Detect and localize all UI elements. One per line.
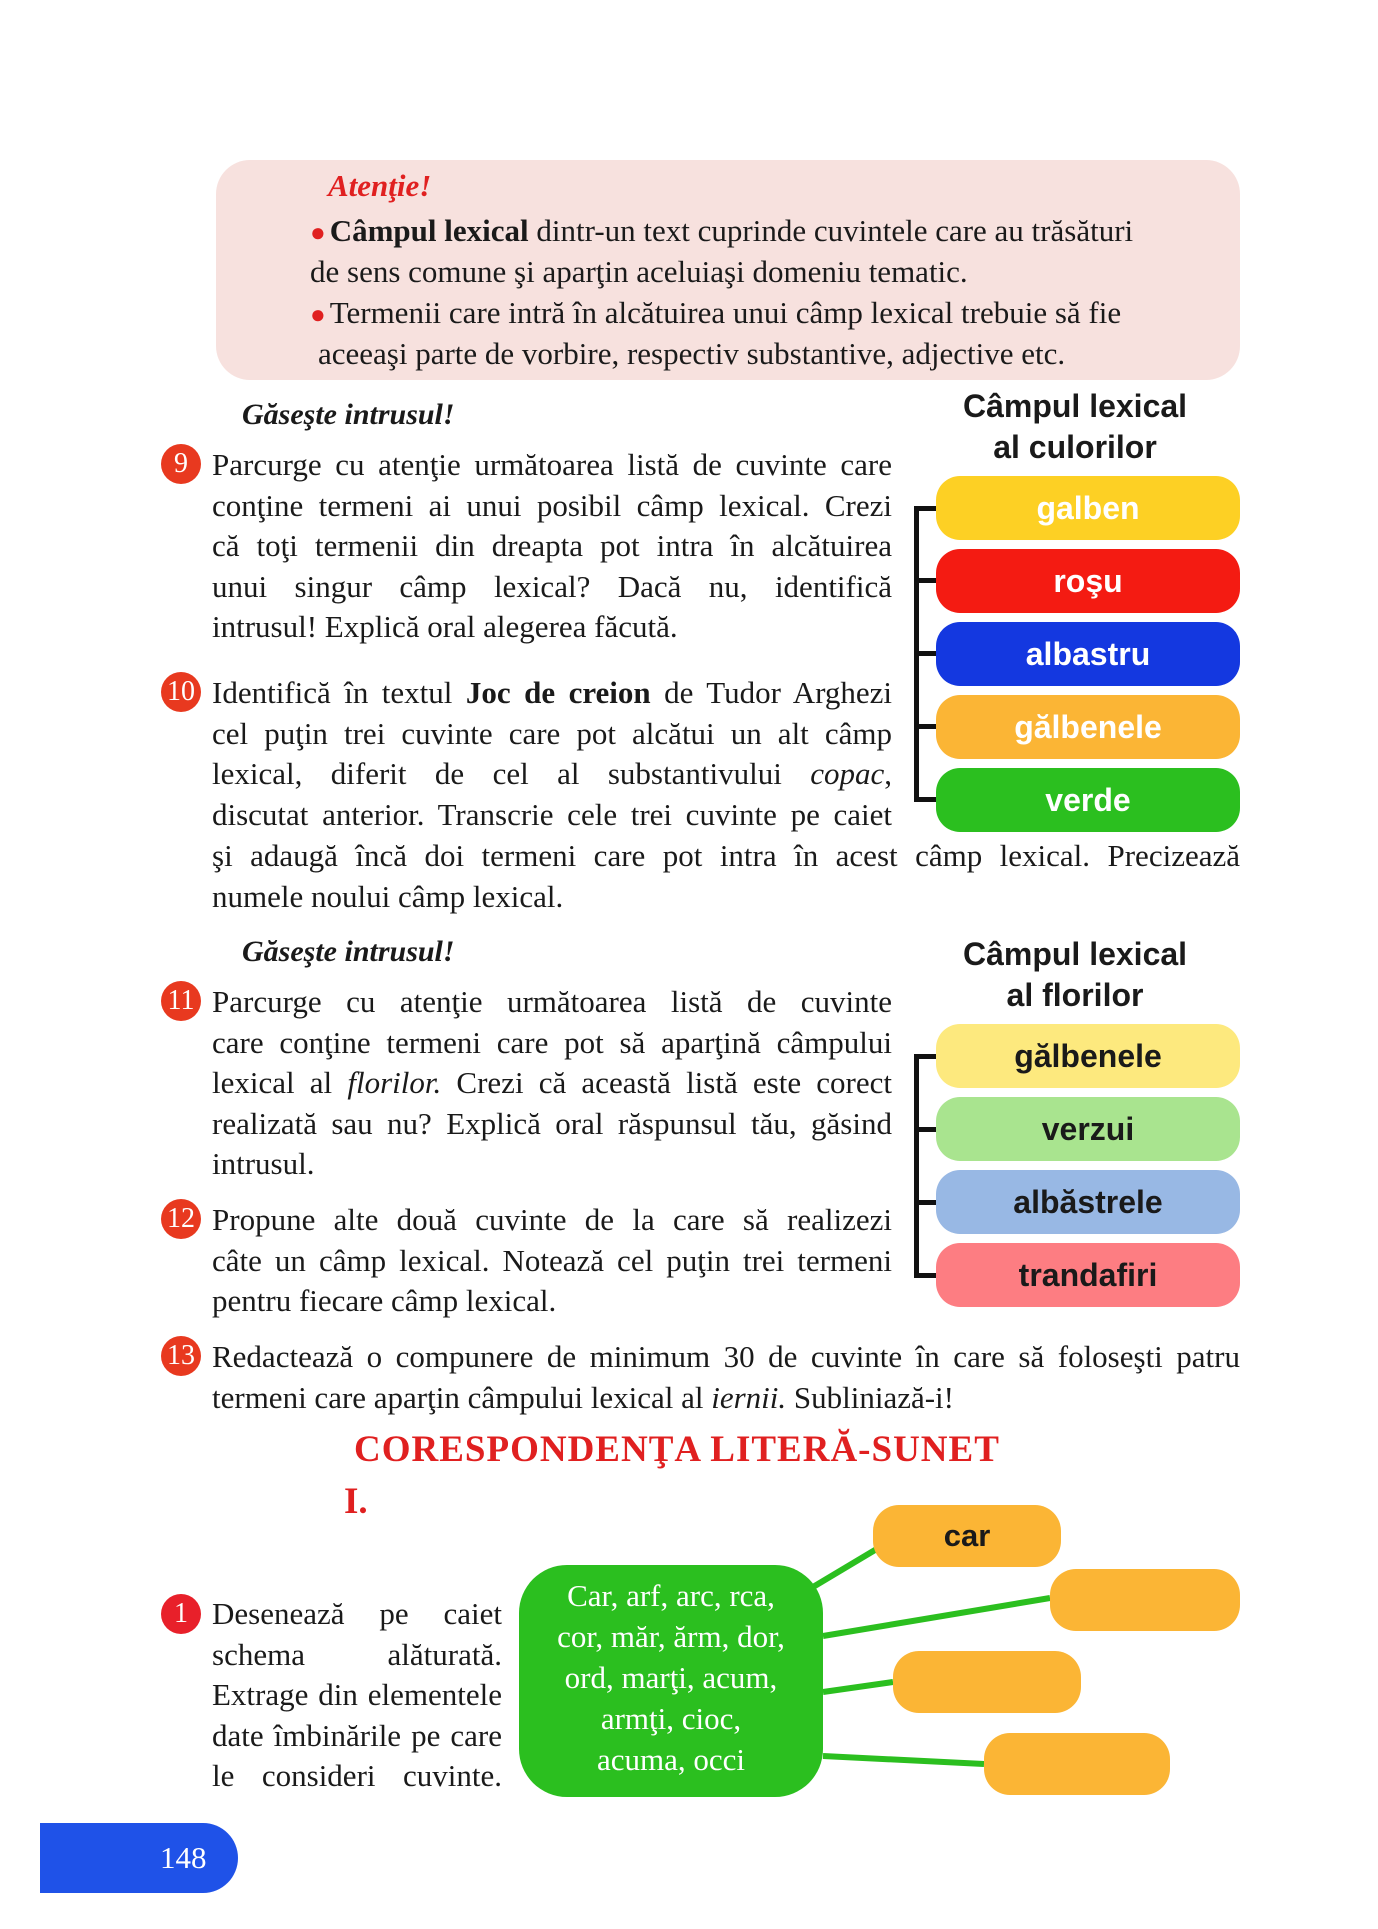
text-line: conţine termeni ai unui posibil câmp lexical. Crezi: [212, 487, 892, 523]
exercise-number: 11: [161, 981, 201, 1021]
exercise-heading: Găseşte intrusul!: [242, 935, 455, 968]
text-line: că toţi termenii din dreapta pot intra în alcătuirea: [212, 528, 892, 564]
text-span: ,: [884, 756, 892, 792]
text-span: termeni care aparţin câmpului lexical al: [212, 1379, 712, 1415]
box-line: Car, arf, arc, rca,: [567, 1578, 775, 1613]
field-title-line: Câmpul lexical: [962, 388, 1188, 424]
bullet-icon: ●: [310, 218, 326, 247]
text-line: Propune alte două cuvinte de la care să realizezi: [212, 1202, 892, 1237]
exercise-number: 10: [161, 672, 201, 712]
pill-label: roşu: [1053, 563, 1123, 599]
page-number-tab: [40, 1823, 238, 1893]
box-line: cor, măr, ărm, dor,: [557, 1619, 785, 1654]
attention-line: de sens comune şi aparţin aceluiaşi domeniu tematic.: [310, 254, 968, 289]
pill-label: gălbenele: [1014, 1038, 1162, 1074]
bullet-icon: ●: [310, 300, 326, 329]
pill-label: trandafiri: [1018, 1257, 1158, 1293]
text-line: numele noului câmp lexical.: [212, 878, 564, 914]
connector-line: [823, 1682, 893, 1692]
attention-text: dintr-un text cuprinde cuvintele care au trăsături: [528, 213, 1134, 248]
text-line: Redactează o compunere de minimum 30 de cuvinte în care să foloseşti patru: [212, 1339, 1240, 1374]
field-title-line: al culorilor: [993, 429, 1157, 465]
scheme-answer-blank: [1050, 1569, 1240, 1631]
text-line: cel puţin trei cuvinte care pot alcătui un alt câmp: [212, 715, 892, 751]
connector-line: [823, 1756, 984, 1764]
text-line: câte un câmp lexical. Notează cel puţin trei termeni: [212, 1242, 892, 1278]
text-line: le consideri cuvinte.: [212, 1758, 502, 1794]
box-line: ord, marţi, acum,: [564, 1660, 778, 1695]
text-span: Identifică în textul: [212, 675, 466, 710]
pill-label: gălbenele: [1014, 709, 1162, 745]
text-span: de Tudor Arghezi: [650, 675, 892, 710]
text-line: Parcurge cu atenţie următoarea listă de cuvinte care: [212, 447, 892, 482]
text-line: pentru fiecare câmp lexical.: [212, 1283, 557, 1319]
text-italic: iernii.: [711, 1379, 787, 1415]
section-number: I.: [344, 1481, 368, 1522]
text-line: Desenează pe caiet: [212, 1596, 502, 1631]
text-line: realizată sau nu? Explică oral răspunsul tău, găsind: [212, 1105, 892, 1141]
text-line: intrusul! Explică oral alegerea făcută.: [212, 609, 678, 645]
connector-line: [823, 1598, 1050, 1636]
attention-text: Termenii care intră în alcătuirea unui câmp lexical trebuie să fie: [329, 295, 1122, 330]
text-title: Joc de creion: [465, 675, 651, 710]
text-line: discutat anterior. Transcrie cele trei cuvinte pe caiet: [212, 796, 892, 832]
scheme-answer-blank: [984, 1733, 1170, 1795]
text-line: unui singur câmp lexical? Dacă nu, identifică: [212, 568, 892, 604]
scheme-word-box: [519, 1565, 823, 1797]
text-line: date îmbinările pe care: [212, 1717, 502, 1753]
field-title-line: Câmpul lexical: [962, 936, 1188, 972]
answer-label: car: [943, 1518, 991, 1553]
pill-label: verde: [1045, 782, 1131, 818]
attention-line: aceeaşi parte de vorbire, respectiv substantive, adjective etc.: [318, 336, 1066, 371]
exercise-number: 12: [161, 1199, 201, 1239]
text-line: Parcurge cu atenţie următoarea listă de cuvinte: [212, 984, 892, 1019]
exercise-number: 1: [161, 1594, 201, 1634]
exercise-heading: Găseşte intrusul!: [242, 398, 455, 431]
text-span: lexical, diferit de cel al substantivului: [212, 756, 811, 792]
text-line: intrusul.: [212, 1146, 315, 1182]
text-span: lexical al: [212, 1065, 348, 1101]
text-line: şi adaugă încă doi termeni care pot intra în acest câmp lexical. Precizează: [212, 838, 1240, 873]
page-number: 148: [160, 1840, 207, 1875]
field-title-line: al florilor: [1006, 977, 1144, 1013]
attention-title: Atenţie!: [328, 168, 432, 203]
scheme-answer-blank: [893, 1651, 1081, 1713]
box-line: acuma, occi: [596, 1742, 746, 1777]
text-line: Extrage din elementele: [212, 1677, 502, 1713]
exercise-number: 13: [161, 1336, 201, 1376]
pill-label: albastru: [1025, 636, 1151, 672]
pill-label: verzui: [1041, 1111, 1135, 1147]
text-italic: florilor.: [347, 1065, 442, 1101]
text-italic: copac: [810, 756, 885, 792]
exercise-number: 9: [161, 444, 201, 484]
pill-label: galben: [1036, 490, 1140, 526]
text-span: Subliniază-i!: [786, 1379, 954, 1415]
pill-label: albăstrele: [1013, 1184, 1163, 1220]
box-line: armţi, cioc,: [600, 1701, 742, 1736]
text-span: Crezi că această listă este corect: [441, 1065, 892, 1101]
attention-term: Câmpul lexical: [329, 213, 529, 248]
text-line: care conţine termeni care pot să aparţină câmpului: [212, 1024, 892, 1060]
section-title: CORESPONDENŢA LITERĂ-SUNET: [354, 1429, 1000, 1470]
text-line: schema alăturată.: [212, 1636, 502, 1672]
scheme-answer-car: [873, 1505, 1061, 1567]
